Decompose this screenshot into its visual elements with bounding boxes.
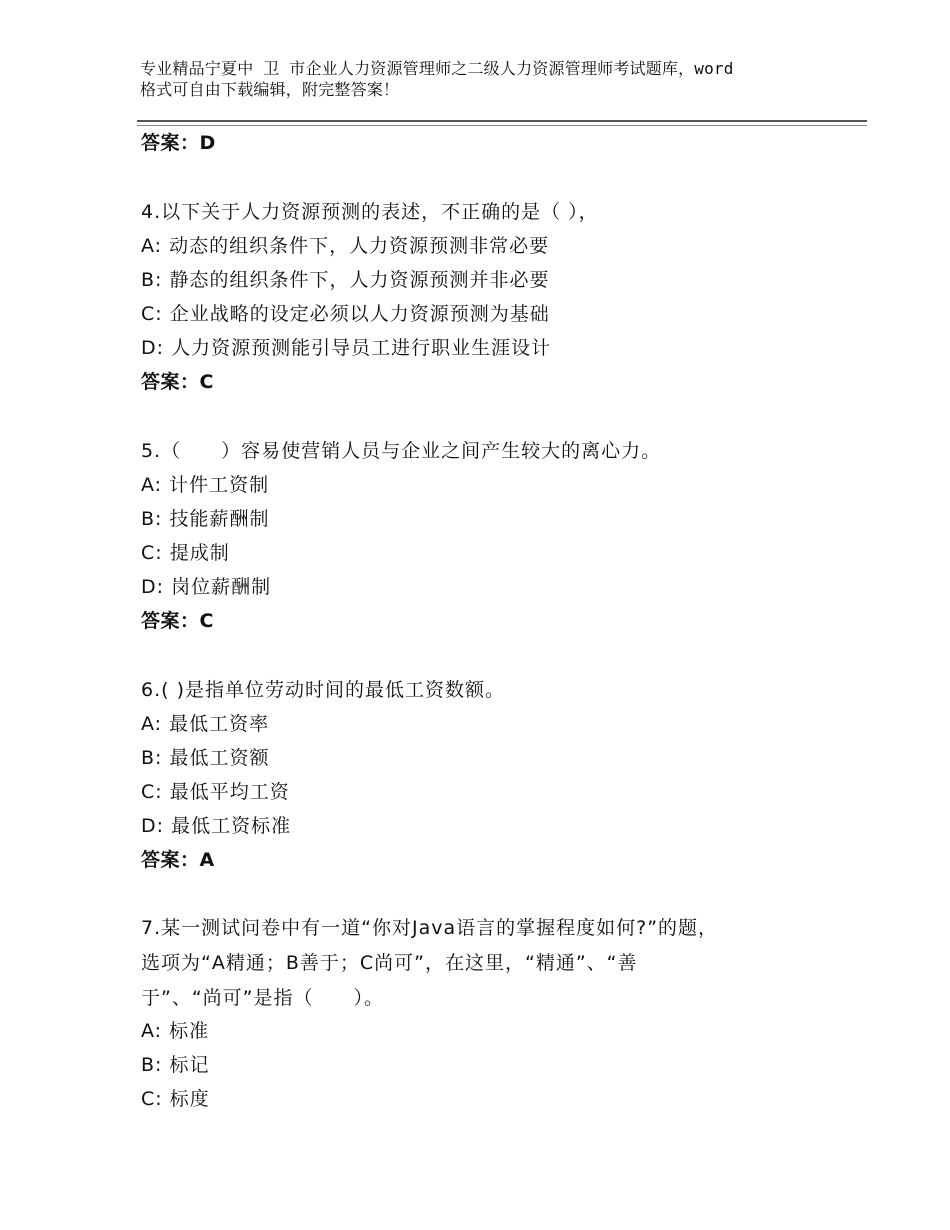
question-5-option-d: D: 岗位薪酬制 [141, 576, 272, 598]
header-line-2: 格式可自由下载编辑，附完整答案！ [140, 80, 400, 99]
question-5-option-c: C: 提成制 [141, 542, 230, 564]
question-4-option-d: D: 人力资源预测能引导员工进行职业生涯设计 [141, 337, 552, 359]
question-7-option-a: A: 标准 [141, 1020, 210, 1042]
question-4-option-b: B: 静态的组织条件下，人力资源预测并非必要 [141, 269, 550, 291]
question-4-option-c: C: 企业战略的设定必须以人力资源预测为基础 [141, 303, 550, 325]
answer-q6: 答案：A [141, 849, 215, 871]
header-divider-thin [137, 125, 867, 126]
question-7-stem-line-2: 选项为“A精通；B善于；C尚可”，在这里，“精通”、“善 [141, 952, 638, 974]
question-5-option-a: A: 计件工资制 [141, 474, 270, 496]
question-7-stem-line-1: 7.某一测试问卷中有一道“你对Java语言的掌握程度如何?”的题， [141, 917, 719, 939]
answer-q3: 答案：D [141, 132, 216, 154]
question-7-option-c: C: 标度 [141, 1088, 210, 1110]
question-7-option-b: B: 标记 [141, 1054, 210, 1076]
answer-q4: 答案：C [141, 371, 214, 393]
question-6-option-c: C: 最低平均工资 [141, 781, 290, 803]
question-6-option-d: D: 最低工资标准 [141, 815, 292, 837]
header-divider-thick [137, 120, 867, 122]
question-5-option-b: B: 技能薪酬制 [141, 508, 270, 530]
answer-q5: 答案：C [141, 610, 214, 632]
question-6-stem: 6.( )是指单位劳动时间的最低工资数额。 [141, 679, 505, 701]
question-6-option-a: A: 最低工资率 [141, 713, 270, 735]
question-6-option-b: B: 最低工资额 [141, 747, 270, 769]
question-7-stem-line-3: 于”、“尚可”是指（ ）。 [141, 987, 385, 1009]
document-header [140, 58, 830, 100]
header-line-1: 专业精品宁夏中 卫 市企业人力资源管理师之二级人力资源管理师考试题库，word [140, 59, 734, 78]
question-5-stem: 5.（ ）容易使营销人员与企业之间产生较大的离心力。 [141, 440, 662, 462]
question-4-option-a: A: 动态的组织条件下，人力资源预测非常必要 [141, 235, 550, 257]
question-4-stem: 4.以下关于人力资源预测的表述，不正确的是（ ）， [141, 201, 599, 223]
